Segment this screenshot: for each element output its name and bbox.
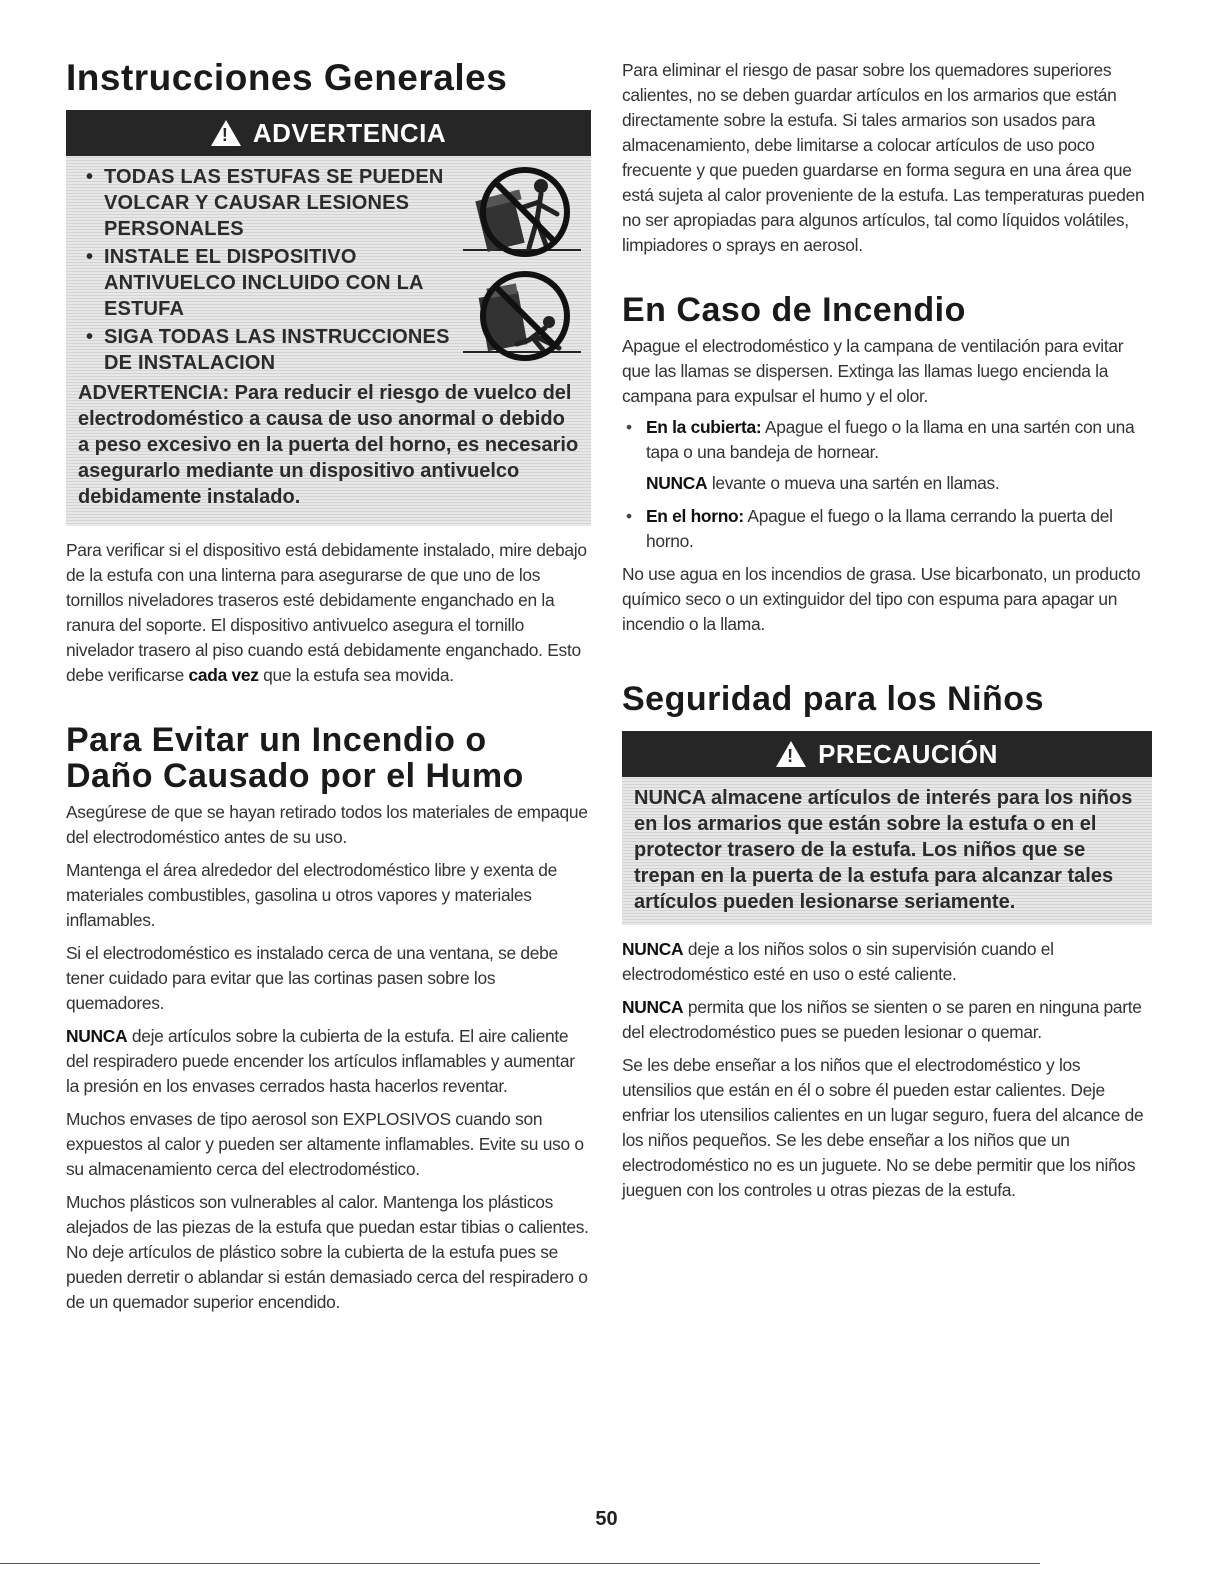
paragraph: Se les debe enseñar a los niños que el electrodoméstico y los utensilios que están en él o sobre él pueden estar calientes. Deje enfriar los utensilios calientes en un lugar seguro, fuera del alcance de los niños pequeños. Se les debe enseñar a los niños que un electrodoméstico no es un juguete. No se debe permitir que los niños jueguen con los controles u otras piezas de la estufa.	[622, 1055, 1144, 1200]
paragraph: Apague el electrodoméstico y la campana de ventilación para evitar que las llamas se dispersen. Extinga las llamas luego encienda la campana para expulsar el humo y el olor.	[622, 336, 1124, 406]
warning-triangle-icon: !	[211, 120, 241, 146]
page-number: 50	[595, 1508, 618, 1530]
fire-prevention-title: Para Evitar un Incendio o Daño Causado por el Humo	[66, 721, 524, 795]
child-safety-title: Seguridad para los Niños	[622, 680, 1044, 718]
paragraph: Muchos plásticos son vulnerables al calor. Mantenga los plásticos alejados de las piezas de la estufa que puedan estar tibias o calientes. No deje artículos de plástico sobre la cubierta de la estufa pues se pueden derretir o ablandar si están demasiado cerca del respiradero o de un quemador superior encendido.	[66, 1192, 589, 1312]
fire-case-title: En Caso de Incendio	[622, 291, 966, 329]
caution-body	[622, 777, 1152, 925]
caution-triangle-icon: !	[776, 741, 806, 767]
bottom-rule	[0, 1563, 1040, 1564]
paragraph: NUNCA deje artículos sobre la cubierta de la estufa. El aire caliente del respiradero puede encender los artículos inflamables y aumentar la presión en los envases cerrados hasta hacerlos reventar.	[66, 1026, 575, 1096]
warning-item: • INSTALE EL DISPOSITIVO ANTIVUELCO INCLUIDO CON LA ESTUFA	[78, 244, 458, 322]
list-item: • En el horno: Apague el fuego o la llama cerrando la puerta del horno.	[622, 504, 1152, 554]
page-title: Instrucciones Generales	[66, 57, 508, 98]
caution-header-label: PRECAUCIÓN	[818, 738, 998, 769]
warning-box	[66, 110, 591, 526]
caution-box	[622, 731, 1152, 925]
right-column	[622, 58, 1152, 1203]
cabinet-storage-paragraph: Para eliminar el riesgo de pasar sobre los quemadores superiores calientes, no se deben guardar artículos en los armarios que están directamente sobre la estufa. Si tales armarios son usados para almacenamiento, debe limitarse a colocar artículos de uso poco frecuente y que pueden guardarse en forma segura en una área que está sujeta al calor proveniente de la estufa. Las temperaturas pueden no ser apropiadas para algunos artículos, tal como líquidos volátiles, limpiadores o sprays en aerosol.	[622, 60, 1145, 255]
nunca-note: NUNCA levante o mueva una sartén en llamas.	[646, 473, 1000, 493]
warning-list	[78, 164, 458, 376]
paragraph: Muchos envases de tipo aerosol son EXPLOSIVOS cuando son expuestos al calor y pueden ser altamente inflamables. Evite su uso o su almacenamiento cerca del electrodoméstico.	[66, 1109, 584, 1179]
fire-list	[622, 415, 1152, 554]
anti-tip-check-paragraph: Para verificar si el dispositivo está debidamente instalado, mire debajo de la estufa con una linterna para asegurarse de que uno de los tornillos niveladores traseros esté debidamente enganchado en la ranura del soporte. El dispositivo antivuelco asegura el tornillo nivelador trasero al piso cuando está debidamente enganchado. Esto debe verificarse cada vez que la estufa sea movida.	[66, 540, 587, 685]
paragraph: Asegúrese de que se hayan retirado todos los materiales de empaque del electrodoméstico antes de su uso.	[66, 802, 588, 847]
warning-header	[66, 110, 591, 156]
caution-header	[622, 731, 1152, 777]
warning-note: ADVERTENCIA: Para reducir el riesgo de vuelco del electrodoméstico a causa de uso anormal o debido a peso excesivo en la puerta del horno, es necesario asegurarlo mediante un dispositivo antivuelco debidamente instalado.	[78, 382, 579, 508]
list-item: • En la cubierta: Apague el fuego o la llama en una sartén con una tapa o una bandeja de hornear. NUNCA levante o mueva una sartén en llamas.	[622, 415, 1152, 496]
paragraph: No use agua en los incendios de grasa. Use bicarbonato, un producto químico seco o un extinguidor del tipo con espuma para apagar un incendio o la llama.	[622, 564, 1141, 634]
caution-note: NUNCA almacene artículos de interés para los niños en los armarios que están sobre la estufa o en el protector trasero de la estufa. Los niños que se trepan en la puerta de la estufa para alcanzar tales artículos pueden lesionarse seriamente.	[634, 787, 1133, 913]
warning-body	[66, 156, 591, 526]
warning-item: • TODAS LAS ESTUFAS SE PUEDEN VOLCAR Y CAUSAR LESIONES PERSONALES	[78, 164, 458, 242]
paragraph: Si el electrodoméstico es instalado cerca de una ventana, se debe tener cuidado para evitar que las cortinas pasen sobre los quemadores.	[66, 943, 558, 1013]
tip-over-child-icon	[463, 266, 581, 366]
tip-over-person-icon	[463, 164, 581, 264]
paragraph: NUNCA deje a los niños solos o sin supervisión cuando el electrodoméstico esté en uso o esté caliente.	[622, 939, 1054, 984]
left-column	[66, 58, 591, 1315]
warning-header-label: ADVERTENCIA	[252, 117, 447, 148]
warning-item: • SIGA TODAS LAS INSTRUCCIONES DE INSTALACION	[78, 324, 458, 376]
paragraph: NUNCA permita que los niños se sienten o se paren en ninguna parte del electrodoméstico pues se pueden lesionar o quemar.	[622, 997, 1142, 1042]
paragraph: Mantenga el área alrededor del electrodoméstico libre y exenta de materiales combustibles, gasolina u otros vapores y materiales inflamables.	[66, 860, 557, 930]
